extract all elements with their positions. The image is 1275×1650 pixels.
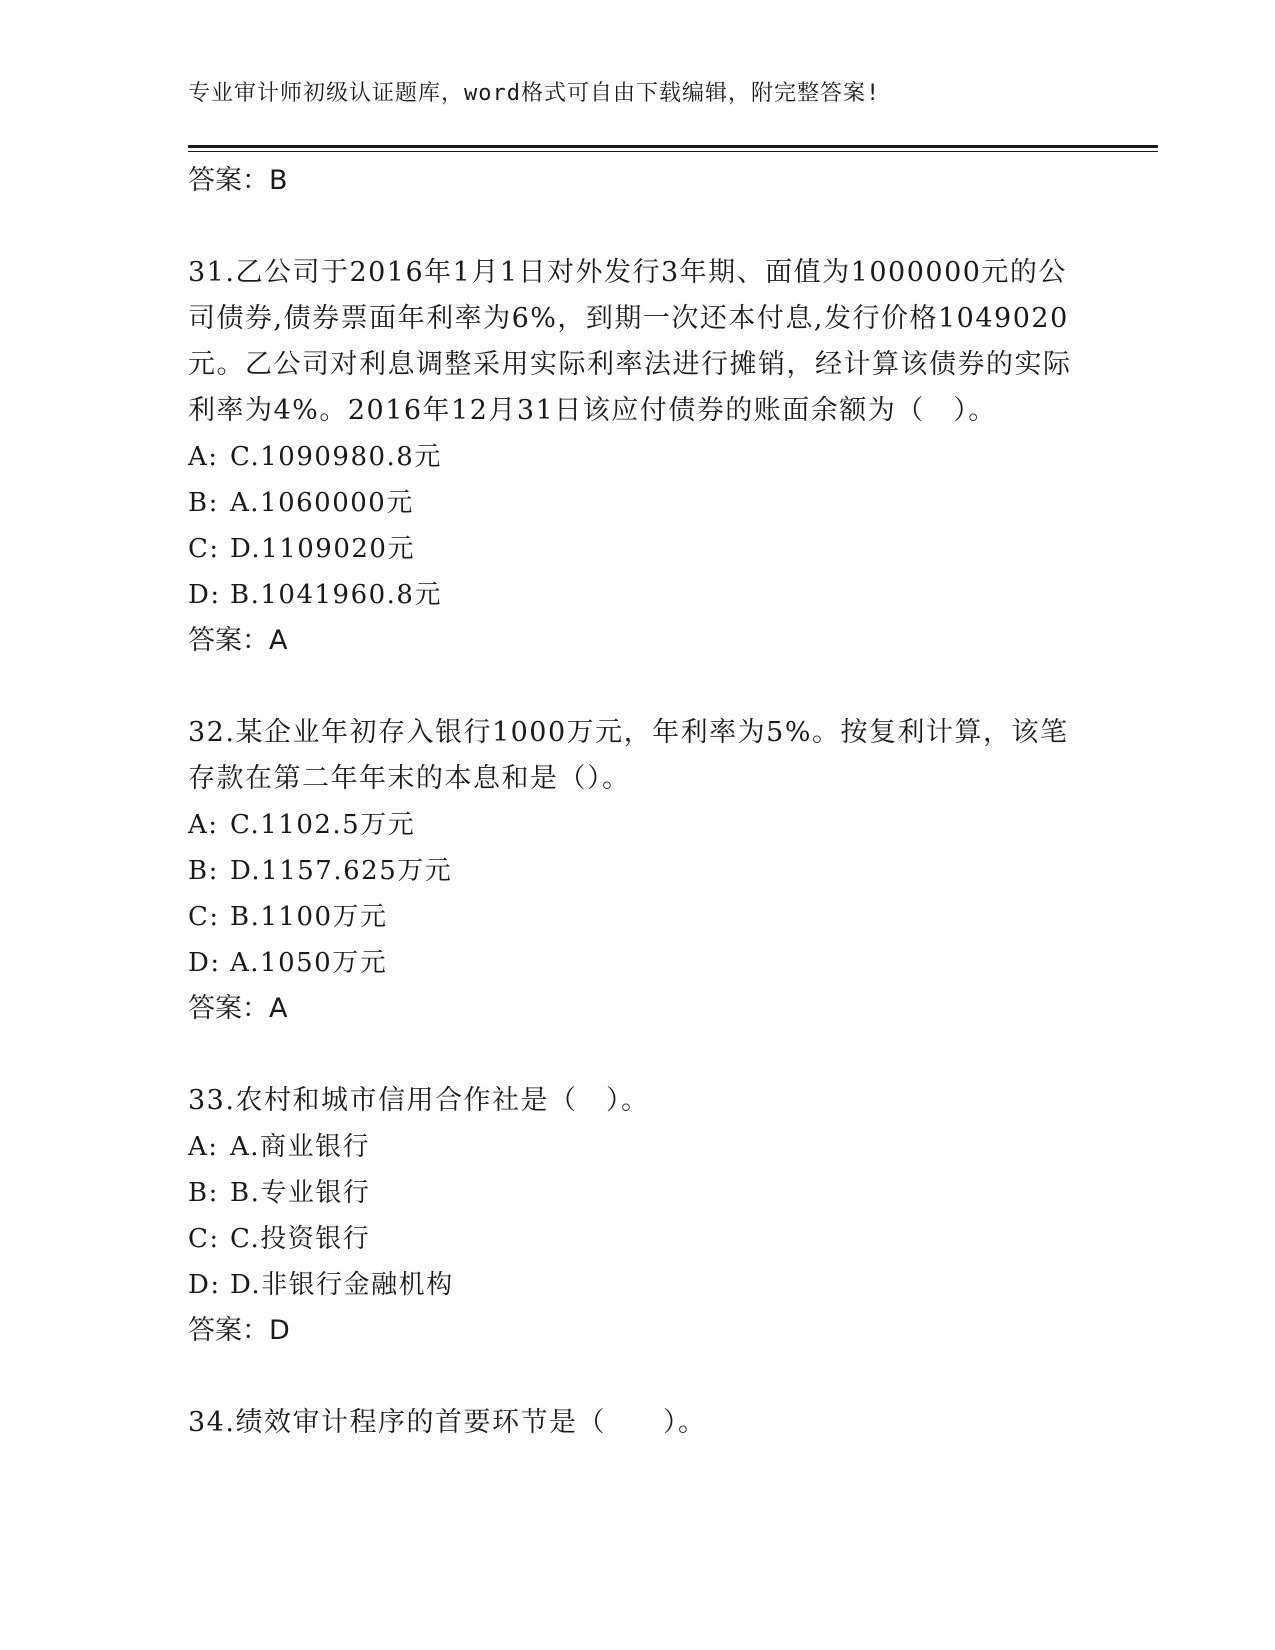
option-text: B.专业银行 bbox=[230, 1178, 371, 1208]
header-rule-thin bbox=[188, 151, 1158, 152]
option-text: A.1050万元 bbox=[230, 948, 388, 978]
answer-label: 答案： bbox=[188, 993, 269, 1024]
option-letter: C: bbox=[188, 902, 220, 932]
answer-value: B bbox=[269, 165, 288, 196]
option-letter: B: bbox=[188, 1178, 219, 1208]
option-letter: C: bbox=[188, 534, 220, 564]
answer-value: A bbox=[269, 993, 288, 1024]
option-letter: A: bbox=[188, 810, 219, 840]
option-c bbox=[188, 1216, 1088, 1262]
answer-value: A bbox=[269, 625, 288, 656]
option-b bbox=[188, 848, 1088, 894]
option-text: B.1041960.8元 bbox=[230, 580, 442, 610]
option-letter: C: bbox=[188, 1224, 220, 1254]
option-text: C.1102.5万元 bbox=[230, 810, 416, 840]
answer-label: 答案： bbox=[188, 625, 269, 656]
option-b bbox=[188, 480, 1088, 526]
option-text: D.1157.625万元 bbox=[230, 856, 453, 886]
option-letter: A: bbox=[188, 1132, 219, 1162]
option-a bbox=[188, 802, 1088, 848]
question-text: 33.农村和城市信用合作社是（ ）。 bbox=[188, 1085, 650, 1116]
option-text: D.非银行金融机构 bbox=[230, 1270, 454, 1300]
option-text: A.1060000元 bbox=[230, 488, 414, 518]
option-letter: B: bbox=[188, 488, 219, 518]
option-text: C.投资银行 bbox=[230, 1224, 371, 1254]
option-c bbox=[188, 526, 1088, 572]
question-text: 31.乙公司于2016年1月1日对外发行3年期、面值为1000000元的公司债券,债券票面年利率为6%，到期一次还本付息,发行价格1049020元。乙公司对利息调整采用实际利率法进行摊销，经计算该债券的实际利率为4%。2016年12月31日该应付债券的账面余额为（ ）。 bbox=[188, 257, 1072, 426]
option-c bbox=[188, 894, 1088, 940]
option-a bbox=[188, 1124, 1088, 1170]
option-letter: B: bbox=[188, 856, 219, 886]
answer-line bbox=[188, 158, 1088, 204]
question-34 bbox=[188, 1400, 1088, 1446]
option-letter: D: bbox=[188, 1270, 221, 1300]
option-d bbox=[188, 572, 1088, 618]
question-31 bbox=[188, 250, 1088, 664]
question-text: 34.绩效审计程序的首要环节是（ ）。 bbox=[188, 1407, 707, 1438]
header-rule-thick bbox=[188, 145, 1158, 148]
option-b bbox=[188, 1170, 1088, 1216]
question-text: 32.某企业年初存入银行1000万元，年利率为5%。按复利计算，该笔存款在第二年年末的本息和是（）。 bbox=[188, 717, 1069, 794]
option-d bbox=[188, 1262, 1088, 1308]
answer-line bbox=[188, 1308, 1088, 1354]
option-d bbox=[188, 940, 1088, 986]
option-text: B.1100万元 bbox=[230, 902, 388, 932]
option-letter: D: bbox=[188, 948, 221, 978]
question-32 bbox=[188, 710, 1088, 1032]
option-a bbox=[188, 434, 1088, 480]
content bbox=[188, 158, 1088, 1446]
answer-line bbox=[188, 986, 1088, 1032]
option-text: A.商业银行 bbox=[230, 1132, 371, 1162]
answer-value: D bbox=[269, 1315, 290, 1346]
option-text: D.1109020元 bbox=[230, 534, 415, 564]
answer-line bbox=[188, 618, 1088, 664]
answer-label: 答案： bbox=[188, 165, 269, 196]
question-33 bbox=[188, 1078, 1088, 1354]
page-header: 专业审计师初级认证题库，word格式可自由下载编辑，附完整答案! bbox=[188, 81, 881, 106]
answer-label: 答案： bbox=[188, 1315, 269, 1346]
option-letter: A: bbox=[188, 442, 219, 472]
option-letter: D: bbox=[188, 580, 221, 610]
option-text: C.1090980.8元 bbox=[230, 442, 442, 472]
